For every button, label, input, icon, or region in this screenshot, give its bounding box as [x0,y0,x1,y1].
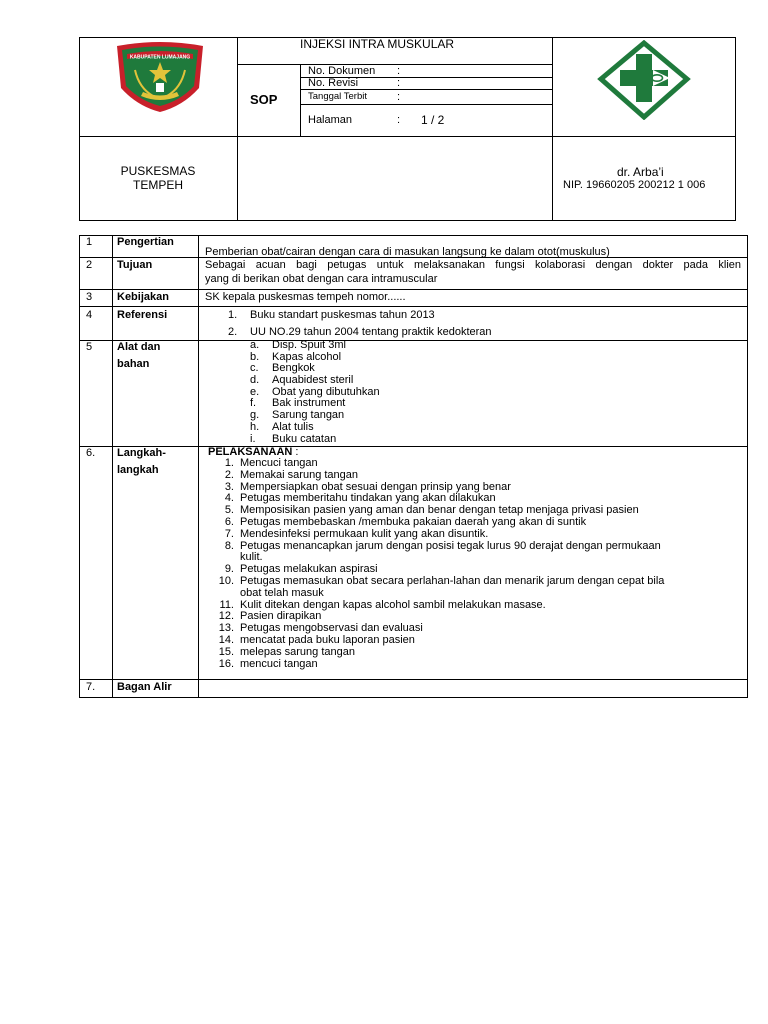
page-number: 1 / 2 [421,113,445,127]
row-label: Pengertian [117,236,174,248]
step-text: Memposisikan pasien yang aman dan benar dengan tetap menjaga privasi pasien [240,504,639,517]
list-number: d. [250,374,260,387]
meta-sep: : [397,77,401,89]
list-number: e. [250,385,260,398]
step-text: Petugas melakukan aspirasi [240,563,378,576]
row-number: 6. [86,447,96,459]
list-text: UU NO.29 tahun 2004 tentang praktik kedokteran [250,326,492,338]
step-number: 13. [218,622,234,635]
step-text: Mempersiapkan obat sesuai dengan prinsip yang benar [240,480,511,493]
signer-name: dr. Arba’i [617,165,664,179]
list-text: Kapas alcohol [272,350,342,363]
list-text: Aquabidest steril [272,374,354,387]
list-number: f. [250,397,257,410]
step-item [212,517,742,529]
table-col-divider-1 [112,235,113,698]
list-text: Obat yang dibutuhkan [272,385,380,398]
list-item [250,340,730,352]
step-item [212,647,742,659]
step-text: Petugas menancapkan jarum dengan posisi tegak lurus 90 derajat dengan permukaan [240,539,661,552]
meta-label: No. Revisi [308,77,359,89]
step-number: 8. [224,539,234,552]
step-number: 16. [218,657,234,670]
step-text: Petugas memberitahu tindakan yang akan dilakukan [240,492,496,505]
step-number: 11. [219,598,234,611]
meta-label: No. Dokumen [308,65,376,77]
row-label: Referensi [117,309,168,321]
row-divider [79,306,748,307]
step-number: 3. [224,480,234,493]
list-number: c. [250,362,259,375]
steps-heading-sep: : [292,446,299,458]
row-divider [79,289,748,290]
signer-nip: NIP. 19660205 200212 1 006 [563,179,706,191]
list-item [250,422,730,434]
org-name-line1: PUSKESMAS [120,164,196,178]
step-item [212,470,742,482]
row-number: 7. [86,681,96,693]
step-text: mencuci tangan [240,657,318,670]
table-border-left [79,235,80,698]
row-label: Bagan Alir [117,681,172,693]
steps-list [212,458,742,670]
row-content-line1: Sebagai acuan bagi petugas untuk melaksanakan fungsi kolaborasi dengan dokter pada klien [205,259,741,271]
step-number: 10. [218,574,234,587]
sop-label: SOP [250,92,278,107]
step-text: Kulit ditekan dengan kapas alcohol sambil melakukan masase. [240,598,546,611]
meta-divider-3 [300,104,553,105]
meta-sep: : [397,114,401,126]
kabupaten-lumajang-emblem-icon [113,40,207,114]
sop-divider [300,64,301,137]
meta-label: Tanggal Terbit [308,91,367,102]
row-label-line2: bahan [117,358,150,370]
list-number: 1. [228,309,238,321]
step-text-continued: obat telah masuk [240,586,324,599]
svg-text:KABUPATEN LUMAJANG: KABUPATEN LUMAJANG [129,54,191,61]
row-divider [79,446,748,447]
row-number: 4 [86,309,93,321]
list-item [250,375,730,387]
step-text: melepas sarung tangan [240,645,355,658]
list-item [250,410,730,422]
list-number: 2. [228,326,238,338]
step-item [212,659,742,671]
header-border-bottom [79,220,736,221]
step-number: 4. [224,492,234,505]
row-content: Pemberian obat/cairan dengan cara di masukan langsung ke dalam otot(muskulus) [205,246,610,258]
step-number: 1. [224,457,234,469]
step-text: Memakai sarung tangan [240,468,359,481]
step-number: 15. [218,645,234,658]
list-item [250,434,730,446]
step-item [212,635,742,647]
step-number: 2. [224,468,234,481]
step-text: Petugas memasukan obat secara perlahan-lahan dan menarik jarum dengan cepat bila [240,574,665,587]
step-item [212,541,742,565]
list-text: Sarung tangan [272,409,345,422]
step-text: Petugas mengobservasi dan evaluasi [240,622,423,635]
row-label-line1: Langkah- [117,447,166,459]
row-number: 5 [86,341,93,353]
step-text: Petugas membebaskan /membuka pakaian daerah yang akan di suntik [240,515,587,528]
list-text: Buku standart puskesmas tahun 2013 [250,309,435,321]
table-col-divider-2 [198,235,199,698]
step-number: 14. [218,633,234,646]
header-border-left [79,37,80,221]
meta-label: Halaman [308,114,353,126]
step-item [212,576,742,600]
row-label-line2: langkah [117,464,159,476]
step-number: 5. [224,504,234,517]
step-number: 6. [224,515,234,528]
list-text: Buku catatan [272,432,337,445]
org-name-line2: TEMPEH [132,178,183,192]
step-text-continued: kulit. [240,551,263,564]
header-border-right [735,37,736,221]
puskesmas-logo-icon [597,40,691,120]
table-border-bottom [79,697,748,698]
title-divider [237,64,553,65]
row-content: SK kepala puskesmas tempeh nomor...... [205,291,406,303]
step-text: Mencuci tangan [240,457,318,469]
list-item [250,352,730,364]
meta-sep: : [397,65,401,77]
row-label: Kebijakan [117,291,169,303]
list-number: a. [250,339,260,351]
step-number: 9. [224,563,234,576]
document-title: INJEKSI INTRA MUSKULAR [300,37,455,51]
steps-heading-text: PELAKSANAAN [208,446,293,458]
header-divider [79,136,736,137]
step-number: 12. [218,610,234,623]
list-number: g. [250,409,260,422]
step-item [212,529,742,541]
row-label-line1: Alat dan [117,341,161,353]
row-divider [79,679,748,680]
list-text: Disp. Spuit 3ml [272,339,346,351]
alat-list [250,340,730,445]
step-text: mencatat pada buku laporan pasien [240,633,415,646]
row-number: 3 [86,291,93,303]
list-number: b. [250,350,260,363]
step-text: Mendesinfeksi permukaan kulit yang akan disuntik. [240,527,489,540]
meta-sep: : [397,91,401,103]
table-border-top [79,235,748,236]
row-label: Tujuan [117,259,153,271]
row-number: 1 [86,236,93,248]
row-number: 2 [86,259,93,271]
list-text: Alat tulis [272,420,314,433]
list-text: Bengkok [272,362,315,375]
meta-divider-2 [300,89,553,90]
list-number: h. [250,420,260,433]
list-text: Bak instrument [272,397,346,410]
step-number: 7. [224,527,234,540]
step-text: Pasien dirapikan [240,610,322,623]
row-content-line2: yang di berikan obat dengan cara intramuscular [205,273,438,285]
table-border-right [747,235,748,698]
list-number: i. [250,432,256,445]
